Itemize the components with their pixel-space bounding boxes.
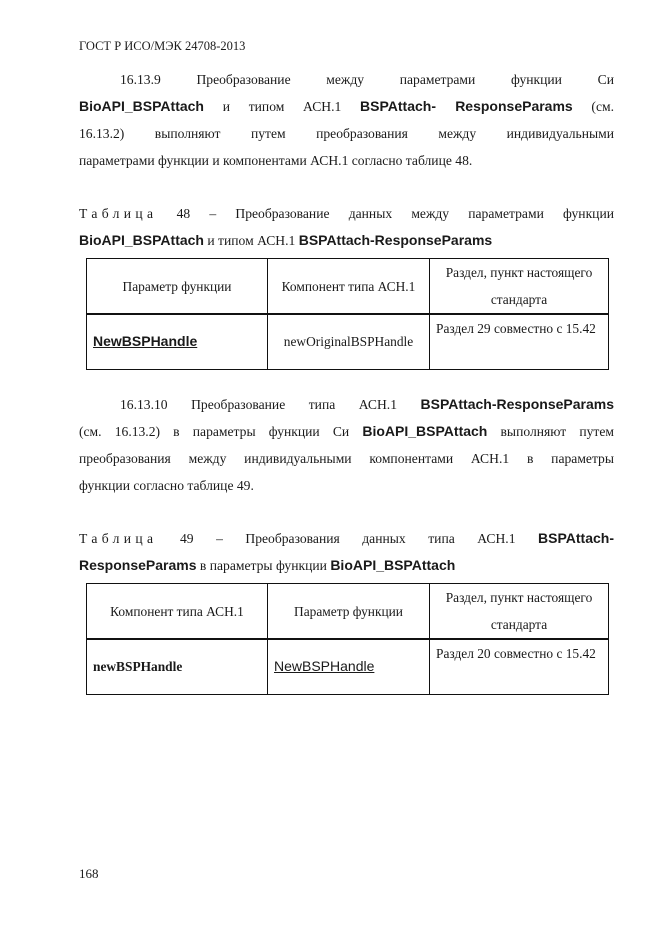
- document-header: ГОСТ Р ИСО/МЭК 24708-2013: [79, 39, 246, 53]
- function-name: BioAPI_BSPAttach: [330, 557, 456, 573]
- asn1-type-name: BSPAttach-ResponseParams: [298, 232, 493, 248]
- para1-line3: 16.13.2) выполняют путем преобразования между индивидуальными: [79, 126, 614, 141]
- function-param-link[interactable]: NewBSPHandle: [274, 658, 375, 675]
- asn1-component: newBSPHandle: [93, 659, 183, 675]
- header-cell: Параметр функции: [268, 584, 430, 640]
- table49-caption-line1: [79, 525, 614, 552]
- para1-text: и типом АСН.1: [203, 99, 361, 114]
- table-cell: [268, 639, 430, 694]
- table-48: [86, 258, 609, 370]
- header-cell: Компонент типа АСН.1: [268, 259, 430, 315]
- function-name: BioAPI_BSPAttach: [79, 98, 204, 114]
- caption-word: Таблица: [79, 531, 158, 546]
- table-49: [86, 583, 609, 695]
- function-name: BioAPI_BSPAttach: [362, 423, 488, 439]
- para2-text: (см. 16.13.2) в параметры функции Си: [79, 424, 363, 439]
- asn1-type-name: BSPAttach- ResponseParams: [360, 98, 573, 114]
- caption-text: 48 – Преобразование данных между параметрами функции: [157, 206, 614, 221]
- table49-caption-line2: [79, 552, 614, 579]
- function-param-link[interactable]: NewBSPHandle: [93, 333, 198, 350]
- para2-text: выполняют путем: [487, 424, 614, 439]
- table49-caption: [79, 525, 614, 579]
- table-cell: [87, 639, 268, 694]
- page-number: 168: [79, 866, 99, 881]
- table-header-row: [87, 584, 609, 640]
- table-cell: Раздел 29 совместно с 15.42: [430, 314, 609, 369]
- para1-text: (см.: [572, 99, 614, 114]
- para2-line3: преобразования между индивидуальными компонентами АСН.1 в параметры: [79, 451, 614, 466]
- para1-line1: 16.13.9 Преобразование между параметрами функции Си: [120, 72, 614, 87]
- para2-text: 16.13.10 Преобразование типа АСН.1: [120, 397, 421, 412]
- header-cell: Параметр функции: [87, 259, 268, 315]
- function-name: BioAPI_BSPAttach: [79, 232, 204, 248]
- asn1-type-name: BSPAttach-ResponseParams: [420, 396, 614, 412]
- caption-text: в параметры функции: [196, 558, 331, 573]
- table48-caption-line1: [79, 200, 614, 227]
- paragraph-16-13-10: [79, 391, 614, 499]
- table-row: [87, 314, 609, 369]
- para1-line4: параметрами функции и компонентами АСН.1 согласно таблице 48.: [79, 153, 473, 168]
- table-cell: [87, 314, 268, 369]
- paragraph-16-13-9: [79, 66, 614, 174]
- caption-text: 49 – Преобразования данных типа АСН.1: [157, 531, 539, 546]
- header-cell: Компонент типа АСН.1: [87, 584, 268, 640]
- table-cell: Раздел 20 совместно с 15.42: [430, 639, 609, 694]
- para2-line2: [79, 418, 614, 445]
- header-cell: Раздел, пункт настоящего стандарта: [430, 259, 609, 315]
- para2-line4: функции согласно таблице 49.: [79, 478, 254, 493]
- header-cell: Раздел, пункт настоящего стандарта: [430, 584, 609, 640]
- caption-text: и типом АСН.1: [203, 233, 299, 248]
- table-row: [87, 639, 609, 694]
- para1-line2: [79, 93, 614, 120]
- para2-line1: [79, 391, 614, 418]
- asn1-type-name: ResponseParams: [79, 557, 197, 573]
- table48-caption-line2: [79, 227, 614, 254]
- table-cell: newOriginalBSPHandle: [268, 314, 430, 369]
- table48-caption: [79, 200, 614, 254]
- table-header-row: [87, 259, 609, 315]
- caption-word: Таблица: [79, 206, 158, 221]
- asn1-type-name: BSPAttach-: [538, 530, 614, 546]
